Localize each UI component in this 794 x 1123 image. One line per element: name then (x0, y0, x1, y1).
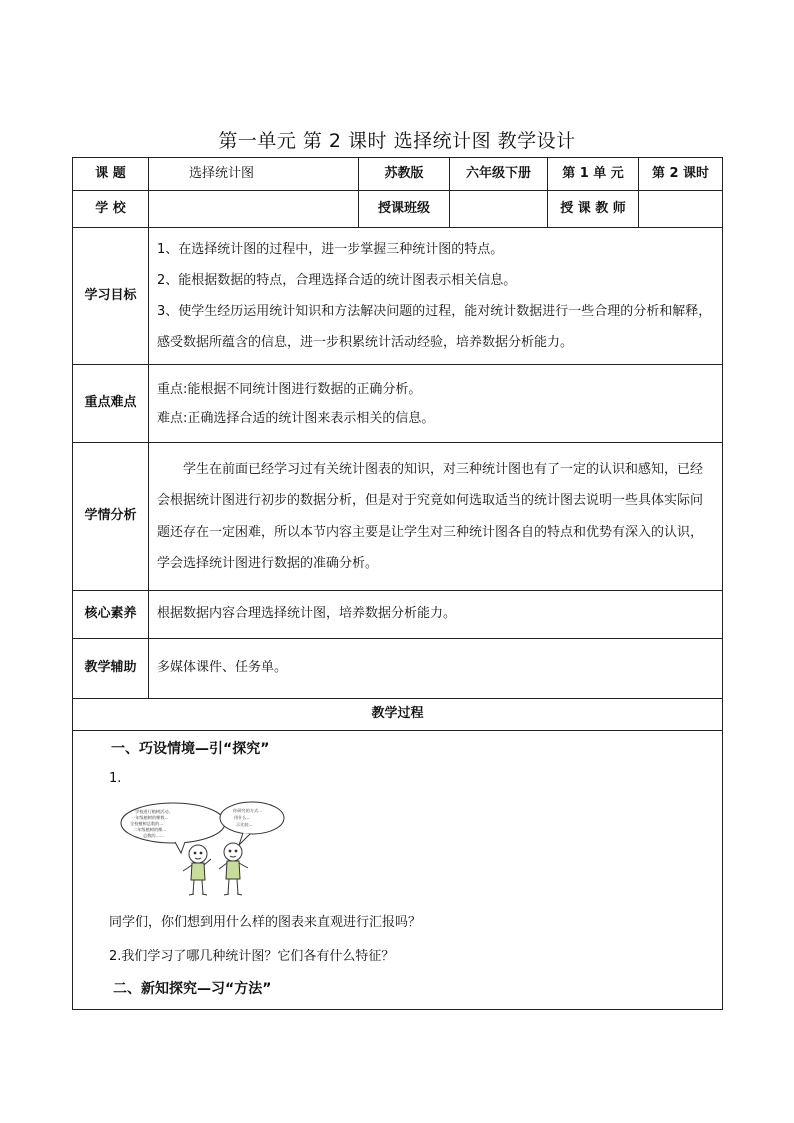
aids-row (73, 639, 723, 699)
topic-row (73, 158, 723, 191)
analysis-row (73, 443, 723, 591)
analysis-label: 学情分析 (73, 443, 149, 591)
goals-row (73, 228, 723, 365)
goal-1: 1、在选择统计图的过程中，进一步掌握三种统计图的特点。 (157, 242, 504, 257)
process-body (73, 731, 723, 1010)
aids-label: 教学辅助 (73, 639, 149, 699)
process-heading-row (73, 699, 723, 731)
section-2-title: 二、新知探究—习“方法” (113, 981, 272, 997)
class-label: 授课班级 (359, 191, 450, 228)
grade: 六年级下册 (450, 158, 548, 191)
school-value (149, 191, 359, 228)
bubble-right-line-3: 示比较... (236, 822, 253, 827)
key-points-label: 重点难点 (73, 365, 149, 443)
publisher: 苏教版 (359, 158, 450, 191)
aids-text: 多媒体课件、任务单。 (149, 639, 723, 699)
bubble-left-line-5: 总数的…… (143, 833, 164, 838)
focus-text: 重点:能根据不同统计图进行数据的正确分析。 (157, 381, 422, 397)
school-label: 学 校 (73, 191, 149, 228)
student-left-figure (183, 845, 211, 895)
bubble-left-line-2: 一年级植树的棵数... (131, 815, 169, 820)
item-1-number: 1. (109, 771, 122, 786)
goals-label: 学习目标 (73, 228, 149, 365)
bubble-left-line-1: 学校进行植树活动, (135, 809, 170, 814)
goal-2: 2、能根据数据的特点，合理选择合适的统计图表示相关信息。 (157, 273, 517, 288)
school-row (73, 191, 723, 228)
bubble-left-line-3: 全校植树总数的... (130, 821, 164, 826)
core-label: 核心素养 (73, 591, 149, 639)
analysis-content (149, 443, 723, 591)
bubble-right-line-2: 用什么... (234, 815, 251, 820)
students-illustration (115, 801, 305, 906)
lesson-plan-table (72, 157, 723, 1010)
document-title: 第一单元 第 2 课时 选择统计图 教学设计 (218, 130, 576, 152)
analysis-text: 学生在前面已经学习过有关统计图表的知识，对三种统计图也有了一定的认识和感知，已经会根据统计图进行初步的数据分析，但是对于究竟如何选取适当的统计图去说明一些具体实际问题还存在一定困难，所以本节内容主要是让学生对三种统计图各自的特点和优势有深入的认识，学会选择统计图进行数据的准确分析。 (157, 461, 704, 571)
topic-label: 课 题 (73, 158, 149, 191)
student-right-figure (219, 843, 248, 895)
difficulty-text: 难点:正确选择合适的统计图来表示相关的信息。 (157, 410, 435, 426)
lesson-number: 第 2 课时 (639, 158, 723, 191)
question-2: 2.我们学习了哪几种统计图？它们各有什么特征？ (109, 949, 395, 964)
goal-3: 3、使学生经历运用统计知识和方法解决问题的过程，能对统计数据进行一些合理的分析和解释，感受数据所蕴含的信息，进一步积累统计活动经验，培养数据分析能力。 (157, 304, 712, 350)
key-points-content (149, 365, 723, 443)
teacher-label: 授 课 教 师 (548, 191, 639, 228)
process-body-row (73, 731, 723, 1010)
bubble-right-line-1: 你研究的方式... (233, 808, 263, 813)
topic-value: 选择统计图 (149, 158, 359, 191)
class-value (450, 191, 548, 228)
bubble-left-line-4: 二年级植树的棵... (133, 827, 167, 832)
teacher-value (639, 191, 723, 228)
process-heading: 教学过程 (73, 699, 723, 731)
section-1-title: 一、巧设情境—引“探究” (111, 741, 270, 757)
key-points-row (73, 365, 723, 443)
goals-content (149, 228, 723, 365)
unit: 第 1 单 元 (548, 158, 639, 191)
core-text: 根据数据内容合理选择统计图，培养数据分析能力。 (149, 591, 723, 639)
core-row (73, 591, 723, 639)
question-1: 同学们，你们想到用什么样的图表来直观进行汇报吗？ (109, 915, 422, 930)
